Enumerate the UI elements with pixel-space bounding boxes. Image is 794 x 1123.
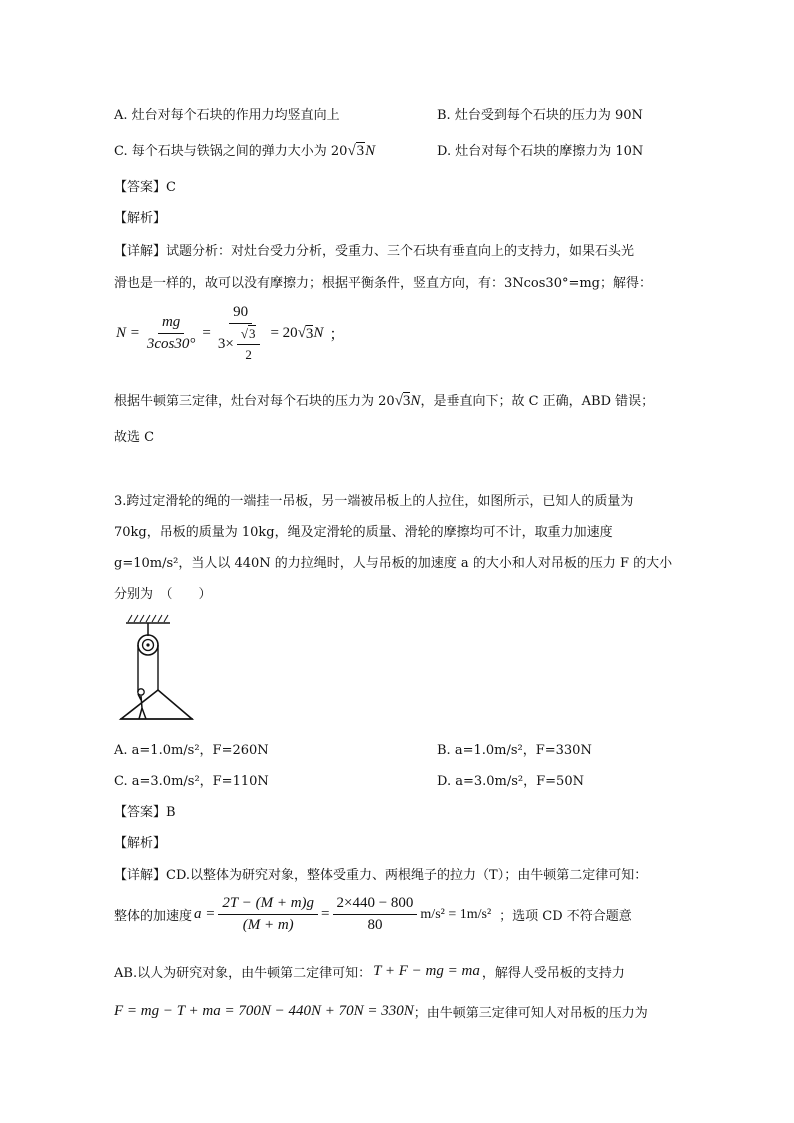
sqrt-symbol: √ bbox=[297, 325, 306, 341]
accel-lhs: a = bbox=[194, 906, 216, 922]
unit: N bbox=[313, 325, 324, 341]
q2-option-d: D. 灶台对每个石块的摩擦力为 10N bbox=[437, 144, 644, 159]
q3-option-d: D. a=3.0m/s²，F=50N bbox=[437, 774, 584, 789]
formula-fraction-1 bbox=[143, 314, 200, 353]
radicand: 3 bbox=[356, 143, 365, 159]
q3-stem-line-4: 分别为 （ ） bbox=[114, 587, 212, 602]
person-body bbox=[138, 694, 146, 719]
ceiling-hatch bbox=[128, 615, 168, 622]
denominator-prefix: 3× bbox=[217, 336, 234, 352]
radicand: 3 bbox=[402, 393, 411, 409]
q3-detail-line-1: 【详解】CD.以整体为研究对象，整体受重力、两根绳子的拉力（T）；由牛顿第二定律可知： bbox=[114, 868, 648, 883]
nested-fraction bbox=[237, 326, 261, 363]
q2-formula bbox=[116, 304, 344, 363]
accel-result: m/s² = 1m/s² bbox=[420, 906, 492, 922]
fraction-denominator bbox=[214, 324, 268, 363]
result-coefficient: = 20 bbox=[270, 325, 298, 341]
q3-answer: 【答案】B bbox=[114, 805, 176, 820]
fraction-numerator: 2T − (M + m)g bbox=[218, 895, 318, 915]
accel-label: 整体的加速度 bbox=[114, 909, 193, 924]
accel-tail: ；选项 CD 不符合题意 bbox=[499, 909, 632, 924]
conclusion-text-end: ，是垂直向下；故 C 正确，ABD 错误； bbox=[420, 394, 655, 409]
ab-text: AB.以人为研究对象，由牛顿第二定律可知： bbox=[114, 966, 372, 981]
sqrt-symbol: √ bbox=[394, 393, 403, 409]
unit: N bbox=[410, 393, 421, 409]
fraction-numerator: 2×440 − 800 bbox=[333, 895, 418, 915]
f-equation: F = mg − T + ma = 700N − 440N + 70N = 330N bbox=[114, 1003, 414, 1019]
q2-option-c-text: C. 每个石块与铁锅之间的弹力大小为 20 bbox=[114, 144, 348, 159]
unit: N bbox=[365, 143, 376, 159]
sqrt-symbol: √3 bbox=[347, 143, 365, 159]
q3-stem-line-2: 70kg，吊板的质量为 10kg，绳及定滑轮的质量、滑轮的摩擦均可不计，取重力加速度 bbox=[114, 525, 613, 540]
q3-stem-line-1: 3.跨过定滑轮的绳的一端挂一吊板，另一端被吊板上的人拉住，如图所示，已知人的质量为 bbox=[114, 494, 634, 509]
q3-analysis-label: 【解析】 bbox=[114, 836, 167, 851]
radicand: 3 bbox=[305, 325, 314, 342]
q2-option-a: A. 灶台对每个石块的作用力均竖直向上 bbox=[114, 108, 340, 123]
q2-final-answer: 故选 C bbox=[114, 430, 155, 445]
conclusion-text: 根据牛顿第三定律，灶台对每个石块的压力为 20 bbox=[114, 394, 395, 409]
q3-option-b: B. a=1.0m/s²，F=330N bbox=[437, 743, 592, 758]
formula-lhs: N = bbox=[116, 325, 140, 341]
fraction-denominator: (M + m) bbox=[242, 917, 294, 933]
radicand: 3 bbox=[248, 326, 256, 341]
fraction-numerator: mg bbox=[158, 314, 184, 334]
q2-answer: 【答案】C bbox=[114, 180, 176, 195]
equals-sign: = bbox=[321, 906, 330, 922]
nested-denominator: 2 bbox=[245, 347, 252, 362]
pulley-figure bbox=[118, 612, 198, 724]
fraction-denominator: 80 bbox=[367, 917, 383, 933]
nested-numerator: √3 bbox=[237, 326, 261, 345]
q2-detail-line-1: 【详解】试题分析：对灶台受力分析，受重力、三个石块有垂直向上的支持力，如果石头光 bbox=[114, 244, 635, 259]
pulley-center bbox=[146, 643, 149, 646]
q3-option-c: C. a=3.0m/s²，F=110N bbox=[114, 774, 269, 789]
ab-text-end: ，解得人受吊板的支持力 bbox=[481, 966, 625, 981]
q2-option-b: B. 灶台受到每个石块的压力为 90N bbox=[437, 108, 643, 123]
equals-sign: = bbox=[202, 325, 211, 341]
q3-stem-line-3: g=10m/s²，当人以 440N 的力拉绳时，人与吊板的加速度 a 的大小和人对吊板的压力 F 的大小 bbox=[114, 556, 673, 571]
q3-accel-line bbox=[114, 895, 632, 934]
q2-analysis-label: 【解析】 bbox=[114, 211, 167, 226]
fraction-denominator: 3cos30° bbox=[146, 336, 196, 352]
hanging-board bbox=[121, 690, 192, 719]
fraction-numerator: 90 bbox=[229, 304, 252, 324]
q3-f-line bbox=[114, 1002, 648, 1021]
formula-fraction-2 bbox=[214, 304, 268, 363]
f-text-end: ；由牛顿第三定律可知人对吊板的压力为 bbox=[413, 1006, 648, 1021]
accel-fraction-1 bbox=[218, 895, 318, 934]
accel-fraction-2 bbox=[333, 895, 418, 934]
q3-ab-line bbox=[114, 962, 625, 981]
q2-detail-line-2: 滑也是一样的，故可以没有摩擦力；根据平衡条件，竖直方向，有：3Ncos30°=mg；解得： bbox=[114, 276, 653, 291]
q2-option-c bbox=[114, 140, 375, 160]
ab-equation: T + F − mg = ma bbox=[373, 963, 480, 979]
q3-option-a: A. a=1.0m/s²，F=260N bbox=[114, 743, 269, 758]
q2-conclusion bbox=[114, 390, 654, 410]
formula-tail: ； bbox=[329, 327, 345, 343]
